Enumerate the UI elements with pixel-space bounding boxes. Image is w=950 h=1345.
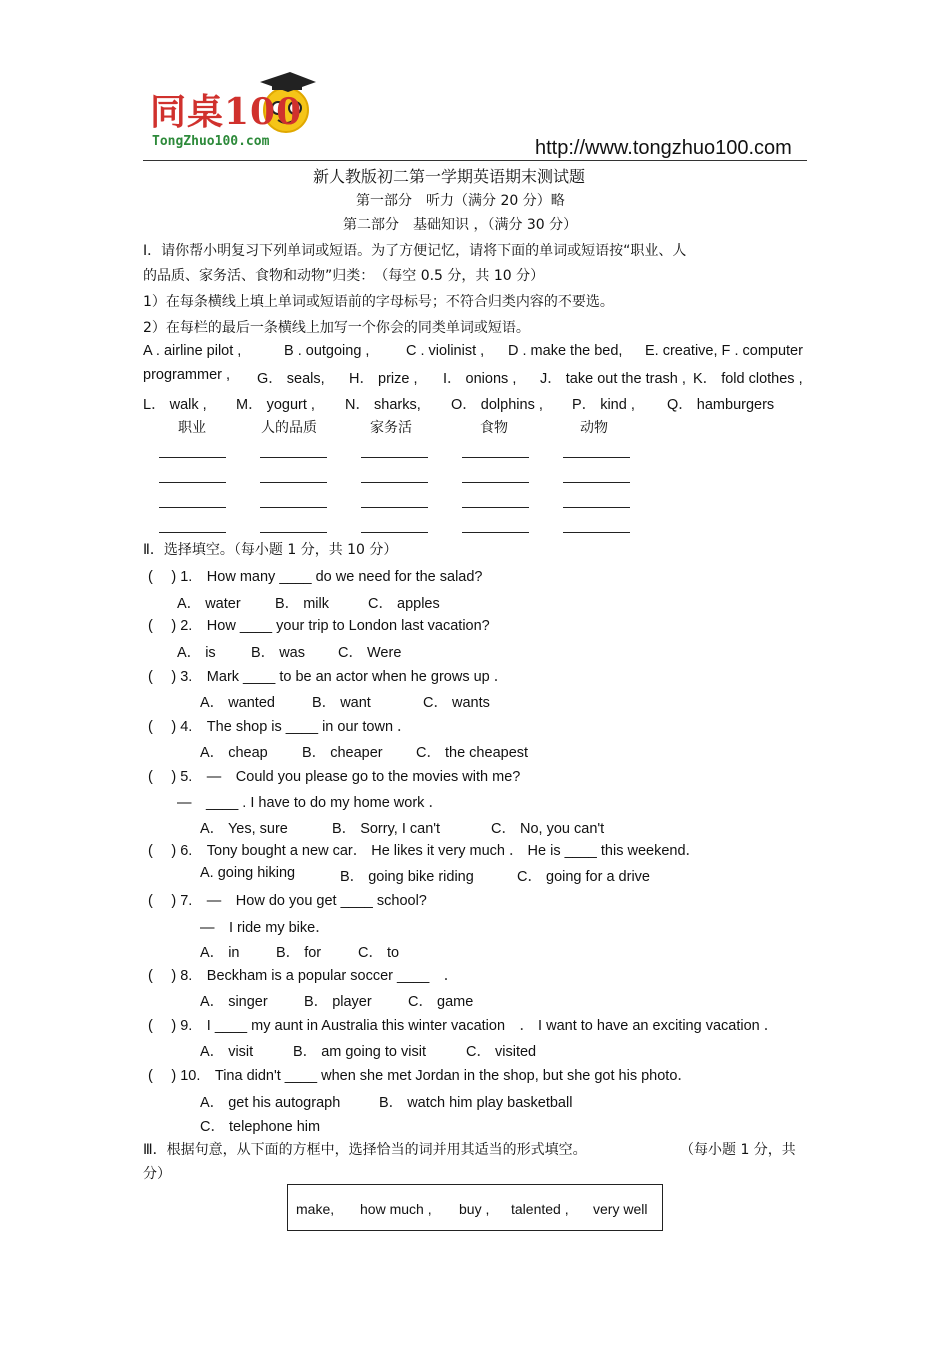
option: C． No, you can't — [491, 821, 605, 837]
category-header: 家务活 — [370, 420, 412, 436]
answer-blank[interactable] — [159, 532, 226, 533]
word-item: D . make the bed, — [508, 343, 623, 359]
answer-blank[interactable] — [563, 482, 630, 483]
answer-blank[interactable] — [260, 532, 327, 533]
answer-blank[interactable] — [361, 532, 428, 533]
word-item: I． onions , — [443, 371, 517, 387]
option: A． wanted — [200, 695, 275, 711]
answer-blank[interactable] — [361, 457, 428, 458]
answer-blank[interactable] — [462, 532, 529, 533]
answer-blank[interactable] — [361, 482, 428, 483]
option: A． water — [177, 596, 241, 612]
option: A． is — [177, 645, 216, 661]
question-9: ( ) 9. I ____ my aunt in Australia this winter vacation ． I want to have an exciting vacation ． — [148, 1018, 779, 1034]
option: B． going bike riding — [340, 869, 474, 885]
word-item: B . outgoing , — [284, 343, 370, 359]
question-7-reply: — I ride my bike． — [200, 920, 330, 936]
question-5: ( ) 5. — Could you please go to the movies with me? — [148, 769, 521, 785]
answer-blank[interactable] — [260, 482, 327, 483]
question-7: ( ) 7. — How do you get ____ school? — [148, 893, 427, 909]
word-box-item: how much , — [360, 1201, 432, 1217]
option: A． Yes, sure — [200, 821, 288, 837]
logo-subtitle: TongZhuo100.com — [152, 134, 270, 149]
option: C． the cheapest — [416, 745, 529, 761]
answer-blank[interactable] — [361, 507, 428, 508]
question-6: ( ) 6. Tony bought a new car． He likes it very much ． He is ____ this weekend． — [148, 843, 701, 859]
option: B． watch him play basketball — [379, 1095, 573, 1111]
part-two-heading: 第二部分 基础知识 ，（满分 30 分） — [343, 217, 578, 233]
category-header: 人的品质 — [261, 420, 317, 436]
section-three-heading: Ⅲ．根据句意，从下面的方框中，选择恰当的词并用其适当的形式填空。 — [143, 1142, 587, 1158]
word-item: J． take out the trash , — [540, 371, 686, 387]
answer-blank[interactable] — [462, 507, 529, 508]
word-item: C . violinist , — [406, 343, 485, 359]
option: C． telephone him — [200, 1119, 321, 1135]
option: B． player — [304, 994, 372, 1010]
option: C． to — [358, 945, 400, 961]
option: A. going hiking — [200, 865, 296, 881]
website-url[interactable]: http://www.tongzhuo100.com — [535, 137, 792, 159]
option: B． for — [276, 945, 322, 961]
option: C． going for a drive — [517, 869, 650, 885]
word-item: K． fold clothes , — [693, 371, 803, 387]
answer-blank[interactable] — [563, 507, 630, 508]
answer-blank[interactable] — [462, 457, 529, 458]
section-three-score: （每小题 1 分，共 — [680, 1142, 796, 1158]
option: C． game — [408, 994, 474, 1010]
question-5-reply: — ____ . I have to do my home work ． — [177, 795, 443, 811]
section-two-heading: Ⅱ．选择填空。（每小题 1 分，共 10 分） — [143, 542, 398, 558]
question-4: ( ) 4. The shop is ____ in our town ． — [148, 719, 412, 735]
question-1: ( ) 1. How many ____ do we need for the salad? — [148, 569, 483, 585]
answer-blank[interactable] — [462, 482, 529, 483]
answer-blank[interactable] — [260, 457, 327, 458]
word-item: M． yogurt , — [236, 397, 315, 413]
option: C． visited — [466, 1044, 537, 1060]
option: B． Sorry, I can't — [332, 821, 441, 837]
word-item: P． kind , — [572, 397, 635, 413]
word-item: O． dolphins , — [451, 397, 543, 413]
option: A． visit — [200, 1044, 254, 1060]
instruction-1: 1）在每条横线上填上单词或短语前的字母标号；不符合归类内容的不要选。 — [143, 294, 614, 310]
option: B． am going to visit — [293, 1044, 426, 1060]
word-box-item: very well — [593, 1201, 648, 1217]
answer-blank[interactable] — [159, 507, 226, 508]
word-item: A . airline pilot , — [143, 343, 242, 359]
option: B． want — [312, 695, 371, 711]
option: B． milk — [275, 596, 329, 612]
instruction-2: 2）在每栏的最后一条横线上加写一个你会的同类单词或短语。 — [143, 320, 530, 336]
word-item: N． sharks, — [345, 397, 421, 413]
question-3: ( ) 3. Mark ____ to be an actor when he grows up ． — [148, 669, 509, 685]
section-one-heading-1: Ⅰ．请你帮小明复习下列单词或短语。为了方便记忆，请将下面的单词或短语按“职业、人 — [143, 243, 687, 259]
word-item: L． walk , — [143, 397, 207, 413]
answer-blank[interactable] — [563, 457, 630, 458]
option: A． get his autograph — [200, 1095, 341, 1111]
word-box-item: make, — [296, 1201, 335, 1217]
option: C． Were — [338, 645, 402, 661]
word-box-item: talented , — [511, 1201, 569, 1217]
word-item: H． prize , — [349, 371, 418, 387]
logo-brand: 同桌100 — [150, 91, 303, 133]
logo — [148, 70, 318, 152]
option: A． cheap — [200, 745, 268, 761]
answer-blank[interactable] — [260, 507, 327, 508]
question-10: ( ) 10. Tina didn't ____ when she met Jordan in the shop, but she got his photo． — [148, 1068, 692, 1084]
question-2: ( ) 2. How ____ your trip to London last vacation? — [148, 618, 490, 634]
word-item: E. creative, F . computer — [645, 343, 803, 359]
answer-blank[interactable] — [159, 457, 226, 458]
answer-blank[interactable] — [159, 482, 226, 483]
option: A． singer — [200, 994, 268, 1010]
section-three-heading-cont: 分） — [143, 1166, 171, 1182]
category-header: 动物 — [580, 420, 608, 436]
section-one-heading-2: 的品质、家务活、食物和动物”归类： （每空 0.5 分，共 10 分） — [143, 268, 545, 284]
word-box — [287, 1184, 663, 1231]
word-box-item: buy , — [459, 1201, 490, 1217]
option: C． apples — [368, 596, 440, 612]
answer-blank[interactable] — [563, 532, 630, 533]
word-item: G． seals, — [257, 371, 325, 387]
header-divider — [143, 160, 807, 161]
category-header: 食物 — [480, 420, 508, 436]
category-header: 职业 — [178, 420, 206, 436]
word-item: programmer , — [143, 367, 231, 383]
question-8: ( ) 8. Beckham is a popular soccer ____ ． — [148, 968, 459, 984]
part-one-heading: 第一部分 听力（满分 20 分）略 — [356, 193, 565, 209]
option: B． cheaper — [302, 745, 383, 761]
option: A． in — [200, 945, 240, 961]
page-title: 新人教版初二第一学期英语期末测试题 — [313, 167, 586, 186]
option: B． was — [251, 645, 305, 661]
option: C． wants — [423, 695, 490, 711]
word-item: Q． hamburgers — [667, 397, 775, 413]
